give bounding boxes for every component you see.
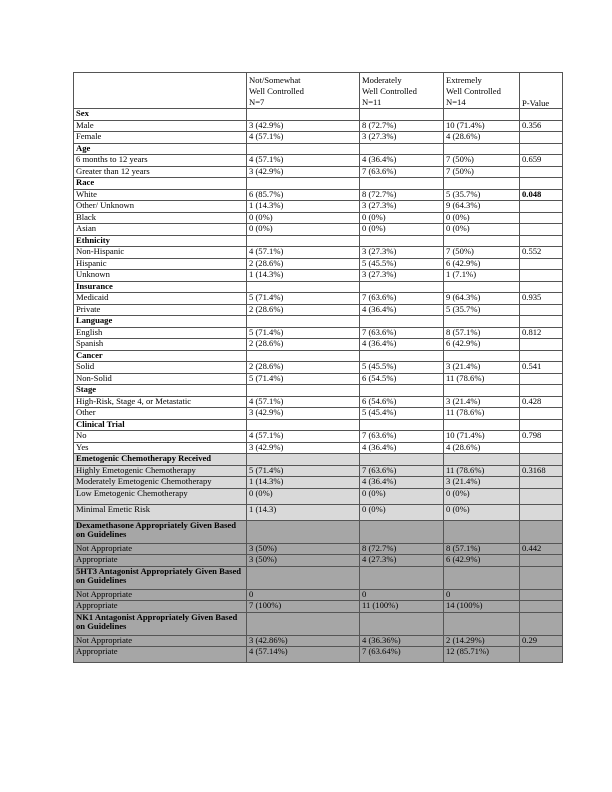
extremely-value bbox=[444, 520, 520, 543]
moderately-value: 0 (0%) bbox=[360, 224, 444, 236]
table-row bbox=[74, 166, 563, 178]
p-value bbox=[520, 178, 563, 190]
row-label: English bbox=[74, 327, 247, 339]
moderately-value: 4 (36.36%) bbox=[360, 635, 444, 647]
row-label: White bbox=[74, 189, 247, 201]
header-pvalue: P-Value bbox=[520, 73, 563, 109]
moderately-value: 11 (100%) bbox=[360, 601, 444, 613]
moderately-value bbox=[360, 109, 444, 121]
moderately-value: 4 (36.4%) bbox=[360, 339, 444, 351]
section-header-row bbox=[74, 143, 563, 155]
row-label: Medicaid bbox=[74, 293, 247, 305]
moderately-value bbox=[360, 281, 444, 293]
not-somewhat-value bbox=[247, 419, 360, 431]
section-label: Age bbox=[74, 143, 247, 155]
row-label: Yes bbox=[74, 442, 247, 454]
p-value bbox=[520, 477, 563, 489]
p-value: 0.798 bbox=[520, 431, 563, 443]
not-somewhat-value: 0 bbox=[247, 589, 360, 601]
extremely-value: 11 (78.6%) bbox=[444, 373, 520, 385]
table-row bbox=[74, 189, 563, 201]
section-label: Cancer bbox=[74, 350, 247, 362]
moderately-value: 4 (36.4%) bbox=[360, 155, 444, 167]
extremely-value: 11 (78.6%) bbox=[444, 465, 520, 477]
not-somewhat-value: 2 (28.6%) bbox=[247, 362, 360, 374]
extremely-value bbox=[444, 143, 520, 155]
extremely-value: 4 (28.6%) bbox=[444, 442, 520, 454]
p-value bbox=[520, 555, 563, 567]
extremely-value bbox=[444, 566, 520, 589]
not-somewhat-value: 0 (0%) bbox=[247, 224, 360, 236]
p-value bbox=[520, 373, 563, 385]
moderately-value: 0 (0%) bbox=[360, 488, 444, 504]
table-row bbox=[74, 488, 563, 504]
p-value: 0.29 bbox=[520, 635, 563, 647]
p-value bbox=[520, 304, 563, 316]
row-label: Asian bbox=[74, 224, 247, 236]
p-value bbox=[520, 109, 563, 121]
not-somewhat-value: 1 (14.3) bbox=[247, 504, 360, 520]
p-value bbox=[520, 488, 563, 504]
extremely-value: 6 (42.9%) bbox=[444, 258, 520, 270]
extremely-value: 3 (21.4%) bbox=[444, 477, 520, 489]
header-not-somewhat-n: N=7 bbox=[249, 97, 265, 107]
section-header-row bbox=[74, 419, 563, 431]
extremely-value: 7 (50%) bbox=[444, 166, 520, 178]
table-row bbox=[74, 647, 563, 663]
extremely-value: 0 (0%) bbox=[444, 224, 520, 236]
p-value bbox=[520, 419, 563, 431]
extremely-value: 10 (71.4%) bbox=[444, 120, 520, 132]
not-somewhat-value: 3 (42.9%) bbox=[247, 120, 360, 132]
header-not-somewhat-cell bbox=[247, 73, 360, 109]
section-header-row bbox=[74, 612, 563, 635]
moderately-value bbox=[360, 612, 444, 635]
extremely-value bbox=[444, 316, 520, 328]
section-label: Race bbox=[74, 178, 247, 190]
not-somewhat-value bbox=[247, 566, 360, 589]
moderately-value: 7 (63.6%) bbox=[360, 166, 444, 178]
p-value bbox=[520, 339, 563, 351]
p-value bbox=[520, 520, 563, 543]
p-value bbox=[520, 316, 563, 328]
table-row bbox=[74, 120, 563, 132]
row-label: No bbox=[74, 431, 247, 443]
extremely-value: 3 (21.4%) bbox=[444, 396, 520, 408]
extremely-value: 5 (35.7%) bbox=[444, 304, 520, 316]
table-row bbox=[74, 589, 563, 601]
moderately-value: 6 (54.6%) bbox=[360, 396, 444, 408]
row-label: Not Appropriate bbox=[74, 543, 247, 555]
p-value bbox=[520, 201, 563, 213]
extremely-value: 9 (64.3%) bbox=[444, 201, 520, 213]
moderately-value: 6 (54.5%) bbox=[360, 373, 444, 385]
section-label: Stage bbox=[74, 385, 247, 397]
p-value bbox=[520, 143, 563, 155]
table-row bbox=[74, 224, 563, 236]
p-value bbox=[520, 589, 563, 601]
section-header-row bbox=[74, 178, 563, 190]
extremely-value: 3 (21.4%) bbox=[444, 362, 520, 374]
moderately-value bbox=[360, 419, 444, 431]
p-value: 0.3168 bbox=[520, 465, 563, 477]
extremely-value: 0 bbox=[444, 589, 520, 601]
extremely-value bbox=[444, 235, 520, 247]
moderately-value: 3 (27.3%) bbox=[360, 247, 444, 259]
not-somewhat-value: 2 (28.6%) bbox=[247, 339, 360, 351]
extremely-value: 8 (57.1%) bbox=[444, 327, 520, 339]
p-value bbox=[520, 647, 563, 663]
table-row bbox=[74, 247, 563, 259]
extremely-value: 6 (42.9%) bbox=[444, 339, 520, 351]
row-label: Female bbox=[74, 132, 247, 144]
p-value bbox=[520, 281, 563, 293]
not-somewhat-value bbox=[247, 454, 360, 466]
p-value: 0.356 bbox=[520, 120, 563, 132]
moderately-value bbox=[360, 385, 444, 397]
table-row bbox=[74, 304, 563, 316]
p-value: 0.659 bbox=[520, 155, 563, 167]
not-somewhat-value bbox=[247, 143, 360, 155]
section-header-row bbox=[74, 520, 563, 543]
moderately-value bbox=[360, 143, 444, 155]
not-somewhat-value: 0 (0%) bbox=[247, 212, 360, 224]
not-somewhat-value: 3 (50%) bbox=[247, 555, 360, 567]
not-somewhat-value: 4 (57.1%) bbox=[247, 247, 360, 259]
row-label: 6 months to 12 years bbox=[74, 155, 247, 167]
extremely-value: 0 (0%) bbox=[444, 212, 520, 224]
not-somewhat-value bbox=[247, 235, 360, 247]
table-row bbox=[74, 442, 563, 454]
header-row bbox=[74, 73, 563, 109]
extremely-value: 2 (14.29%) bbox=[444, 635, 520, 647]
header-moderately-n: N=11 bbox=[362, 97, 382, 107]
table-row bbox=[74, 362, 563, 374]
not-somewhat-value: 5 (71.4%) bbox=[247, 373, 360, 385]
row-label: Non-Solid bbox=[74, 373, 247, 385]
not-somewhat-value: 4 (57.1%) bbox=[247, 155, 360, 167]
p-value bbox=[520, 408, 563, 420]
header-extremely-cell bbox=[444, 73, 520, 109]
not-somewhat-value: 2 (28.6%) bbox=[247, 304, 360, 316]
extremely-value bbox=[444, 385, 520, 397]
p-value bbox=[520, 601, 563, 613]
row-label: High-Risk, Stage 4, or Metastatic bbox=[74, 396, 247, 408]
demographics-table bbox=[73, 72, 563, 663]
p-value: 0.812 bbox=[520, 327, 563, 339]
p-value bbox=[520, 454, 563, 466]
extremely-value bbox=[444, 178, 520, 190]
p-value bbox=[520, 132, 563, 144]
not-somewhat-value: 4 (57.14%) bbox=[247, 647, 360, 663]
section-label: Dexamethasone Appropriately Given Based on Guidelines bbox=[74, 520, 247, 543]
section-label: Sex bbox=[74, 109, 247, 121]
moderately-value: 8 (72.7%) bbox=[360, 189, 444, 201]
extremely-value: 0 (0%) bbox=[444, 504, 520, 520]
table-row bbox=[74, 465, 563, 477]
row-label: Black bbox=[74, 212, 247, 224]
extremely-value bbox=[444, 281, 520, 293]
section-header-row bbox=[74, 566, 563, 589]
not-somewhat-value: 1 (14.3%) bbox=[247, 477, 360, 489]
p-value: 0.048 bbox=[520, 189, 563, 201]
not-somewhat-value bbox=[247, 350, 360, 362]
header-moderately-cell bbox=[360, 73, 444, 109]
p-value bbox=[520, 612, 563, 635]
moderately-value: 3 (27.3%) bbox=[360, 201, 444, 213]
table-row bbox=[74, 477, 563, 489]
not-somewhat-value: 3 (42.9%) bbox=[247, 166, 360, 178]
moderately-value: 4 (36.4%) bbox=[360, 304, 444, 316]
not-somewhat-value: 7 (100%) bbox=[247, 601, 360, 613]
row-label: Appropriate bbox=[74, 601, 247, 613]
p-value bbox=[520, 258, 563, 270]
header-extremely-n: N=14 bbox=[446, 97, 466, 107]
row-label: Not Appropriate bbox=[74, 589, 247, 601]
not-somewhat-value: 3 (42.9%) bbox=[247, 442, 360, 454]
section-label: 5HT3 Antagonist Appropriately Given Based on Guidelines bbox=[74, 566, 247, 589]
row-label: Appropriate bbox=[74, 647, 247, 663]
table-row bbox=[74, 212, 563, 224]
row-label: Unknown bbox=[74, 270, 247, 282]
table-row bbox=[74, 504, 563, 520]
table-body bbox=[74, 73, 563, 663]
extremely-value bbox=[444, 454, 520, 466]
not-somewhat-value: 5 (71.4%) bbox=[247, 293, 360, 305]
section-label: Clinical Trial bbox=[74, 419, 247, 431]
not-somewhat-value: 2 (28.6%) bbox=[247, 258, 360, 270]
section-header-row bbox=[74, 385, 563, 397]
not-somewhat-value: 5 (71.4%) bbox=[247, 465, 360, 477]
moderately-value bbox=[360, 520, 444, 543]
moderately-value: 5 (45.5%) bbox=[360, 258, 444, 270]
p-value: 0.442 bbox=[520, 543, 563, 555]
header-not-somewhat-line2: Well Controlled bbox=[249, 86, 304, 96]
moderately-value: 5 (45.5%) bbox=[360, 362, 444, 374]
not-somewhat-value bbox=[247, 520, 360, 543]
table-row bbox=[74, 555, 563, 567]
row-label: Non-Hispanic bbox=[74, 247, 247, 259]
section-header-row bbox=[74, 350, 563, 362]
header-extremely-line2: Well Controlled bbox=[446, 86, 501, 96]
extremely-value: 9 (64.3%) bbox=[444, 293, 520, 305]
p-value bbox=[520, 270, 563, 282]
p-value bbox=[520, 235, 563, 247]
not-somewhat-value: 0 (0%) bbox=[247, 488, 360, 504]
not-somewhat-value: 3 (50%) bbox=[247, 543, 360, 555]
moderately-value bbox=[360, 350, 444, 362]
section-label: Insurance bbox=[74, 281, 247, 293]
table-row bbox=[74, 601, 563, 613]
p-value bbox=[520, 212, 563, 224]
p-value: 0.552 bbox=[520, 247, 563, 259]
p-value bbox=[520, 166, 563, 178]
moderately-value bbox=[360, 235, 444, 247]
moderately-value bbox=[360, 316, 444, 328]
extremely-value: 10 (71.4%) bbox=[444, 431, 520, 443]
moderately-value: 7 (63.6%) bbox=[360, 431, 444, 443]
extremely-value: 7 (50%) bbox=[444, 155, 520, 167]
section-header-row bbox=[74, 235, 563, 247]
extremely-value: 4 (28.6%) bbox=[444, 132, 520, 144]
moderately-value bbox=[360, 566, 444, 589]
not-somewhat-value: 4 (57.1%) bbox=[247, 431, 360, 443]
header-moderately-line2: Well Controlled bbox=[362, 86, 417, 96]
moderately-value bbox=[360, 178, 444, 190]
p-value: 0.935 bbox=[520, 293, 563, 305]
section-header-row bbox=[74, 454, 563, 466]
table-row bbox=[74, 293, 563, 305]
not-somewhat-value: 1 (14.3%) bbox=[247, 270, 360, 282]
header-extremely-line1: Extremely bbox=[446, 75, 482, 85]
extremely-value bbox=[444, 109, 520, 121]
row-label: Solid bbox=[74, 362, 247, 374]
header-blank-cell bbox=[74, 73, 247, 109]
p-value bbox=[520, 504, 563, 520]
not-somewhat-value: 4 (57.1%) bbox=[247, 132, 360, 144]
p-value: 0.541 bbox=[520, 362, 563, 374]
moderately-value: 7 (63.6%) bbox=[360, 327, 444, 339]
table-row bbox=[74, 155, 563, 167]
row-label: Low Emetogenic Chemotherapy bbox=[74, 488, 247, 504]
section-header-row bbox=[74, 316, 563, 328]
table-row bbox=[74, 270, 563, 282]
extremely-value bbox=[444, 350, 520, 362]
extremely-value: 0 (0%) bbox=[444, 488, 520, 504]
moderately-value: 7 (63.6%) bbox=[360, 293, 444, 305]
not-somewhat-value bbox=[247, 281, 360, 293]
section-label: Ethnicity bbox=[74, 235, 247, 247]
moderately-value: 0 bbox=[360, 589, 444, 601]
not-somewhat-value bbox=[247, 178, 360, 190]
row-label: Spanish bbox=[74, 339, 247, 351]
p-value bbox=[520, 566, 563, 589]
table-row bbox=[74, 635, 563, 647]
moderately-value: 8 (72.7%) bbox=[360, 120, 444, 132]
not-somewhat-value: 5 (71.4%) bbox=[247, 327, 360, 339]
table-row bbox=[74, 258, 563, 270]
table-row bbox=[74, 373, 563, 385]
extremely-value: 5 (35.7%) bbox=[444, 189, 520, 201]
table-row bbox=[74, 339, 563, 351]
section-label: Language bbox=[74, 316, 247, 328]
header-not-somewhat-line1: Not/Somewhat bbox=[249, 75, 301, 85]
table-row bbox=[74, 132, 563, 144]
extremely-value: 7 (50%) bbox=[444, 247, 520, 259]
moderately-value: 4 (27.3%) bbox=[360, 555, 444, 567]
section-header-row bbox=[74, 109, 563, 121]
table-row bbox=[74, 431, 563, 443]
row-label: Moderately Emetogenic Chemotherapy bbox=[74, 477, 247, 489]
moderately-value: 4 (36.4%) bbox=[360, 477, 444, 489]
not-somewhat-value: 3 (42.86%) bbox=[247, 635, 360, 647]
extremely-value: 14 (100%) bbox=[444, 601, 520, 613]
moderately-value: 3 (27.3%) bbox=[360, 270, 444, 282]
row-label: Private bbox=[74, 304, 247, 316]
not-somewhat-value: 6 (85.7%) bbox=[247, 189, 360, 201]
not-somewhat-value bbox=[247, 109, 360, 121]
p-value: 0.428 bbox=[520, 396, 563, 408]
section-label: NK1 Antagonist Appropriately Given Based on Guidelines bbox=[74, 612, 247, 635]
moderately-value: 4 (36.4%) bbox=[360, 442, 444, 454]
not-somewhat-value: 3 (42.9%) bbox=[247, 408, 360, 420]
moderately-value: 3 (27.3%) bbox=[360, 132, 444, 144]
not-somewhat-value bbox=[247, 316, 360, 328]
p-value bbox=[520, 442, 563, 454]
not-somewhat-value: 4 (57.1%) bbox=[247, 396, 360, 408]
not-somewhat-value bbox=[247, 612, 360, 635]
moderately-value: 7 (63.64%) bbox=[360, 647, 444, 663]
extremely-value: 1 (7.1%) bbox=[444, 270, 520, 282]
row-label: Appropriate bbox=[74, 555, 247, 567]
extremely-value: 11 (78.6%) bbox=[444, 408, 520, 420]
moderately-value bbox=[360, 454, 444, 466]
table-row bbox=[74, 543, 563, 555]
table-row bbox=[74, 396, 563, 408]
moderately-value: 0 (0%) bbox=[360, 212, 444, 224]
p-value bbox=[520, 224, 563, 236]
extremely-value: 8 (57.1%) bbox=[444, 543, 520, 555]
row-label: Hispanic bbox=[74, 258, 247, 270]
p-value bbox=[520, 350, 563, 362]
extremely-value: 12 (85.71%) bbox=[444, 647, 520, 663]
p-value bbox=[520, 385, 563, 397]
row-label: Minimal Emetic Risk bbox=[74, 504, 247, 520]
row-label: Highly Emetogenic Chemotherapy bbox=[74, 465, 247, 477]
not-somewhat-value: 1 (14.3%) bbox=[247, 201, 360, 213]
row-label: Greater than 12 years bbox=[74, 166, 247, 178]
moderately-value: 7 (63.6%) bbox=[360, 465, 444, 477]
row-label: Not Appropriate bbox=[74, 635, 247, 647]
not-somewhat-value bbox=[247, 385, 360, 397]
row-label: Other bbox=[74, 408, 247, 420]
extremely-value bbox=[444, 612, 520, 635]
table-row bbox=[74, 408, 563, 420]
row-label: Male bbox=[74, 120, 247, 132]
moderately-value: 5 (45.4%) bbox=[360, 408, 444, 420]
moderately-value: 8 (72.7%) bbox=[360, 543, 444, 555]
table-row bbox=[74, 327, 563, 339]
section-header-row bbox=[74, 281, 563, 293]
extremely-value bbox=[444, 419, 520, 431]
extremely-value: 6 (42.9%) bbox=[444, 555, 520, 567]
row-label: Other/ Unknown bbox=[74, 201, 247, 213]
moderately-value: 0 (0%) bbox=[360, 504, 444, 520]
header-moderately-line1: Moderately bbox=[362, 75, 402, 85]
table-row bbox=[74, 201, 563, 213]
section-label: Emetogenic Chemotherapy Received bbox=[74, 454, 247, 466]
